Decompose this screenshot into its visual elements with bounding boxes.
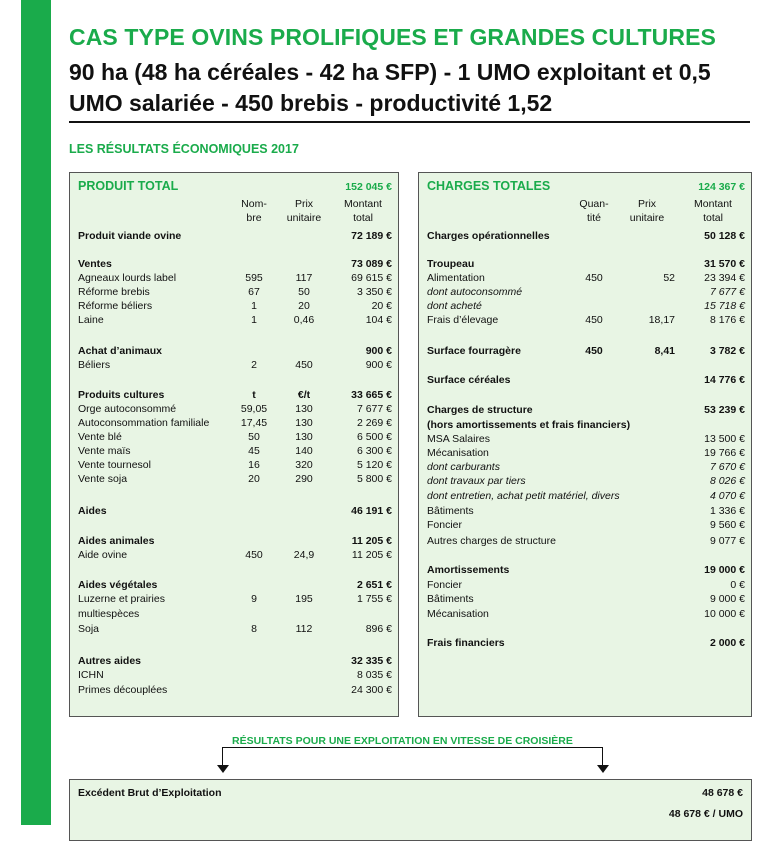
col-quantite-header: Quan- tité xyxy=(579,198,609,224)
row-montant: 900 € xyxy=(365,345,392,357)
green-sidebar-bar xyxy=(21,0,51,825)
table-row xyxy=(70,654,398,668)
table-row xyxy=(70,402,398,416)
results-banner: RÉSULTATS POUR UNE EXPLOITATION EN VITESSE DE CROISIÈRE xyxy=(232,735,573,747)
row-prix: 140 xyxy=(295,445,313,457)
row-montant: 9 000 € xyxy=(709,593,745,605)
row-label: Foncier xyxy=(427,579,463,591)
row-montant: 3 782 € xyxy=(709,345,745,357)
row-label: Ventes xyxy=(78,258,112,270)
row-montant: 24 300 € xyxy=(351,684,392,696)
charges-total-title: CHARGES TOTALES xyxy=(427,179,551,193)
section-title: LES RÉSULTATS ÉCONOMIQUES 2017 xyxy=(69,142,299,156)
row-label: Vente soja xyxy=(78,473,128,485)
row-label: Vente maïs xyxy=(78,445,131,457)
table-row xyxy=(70,472,398,486)
table-row xyxy=(419,229,751,243)
table-row xyxy=(419,518,751,532)
row-quantite: 450 xyxy=(585,314,603,326)
row-nombre: 67 xyxy=(248,286,260,298)
row-label: Achat d’animaux xyxy=(78,345,163,357)
table-row xyxy=(70,444,398,458)
row-montant: 19 000 € xyxy=(704,564,745,576)
table-row xyxy=(419,636,751,650)
table-row xyxy=(70,229,398,243)
row-montant: 46 191 € xyxy=(351,505,392,517)
table-row xyxy=(419,403,751,417)
table-row xyxy=(70,534,398,548)
col-montant-header: Montant total xyxy=(694,198,732,224)
row-label: Surface céréales xyxy=(427,374,511,386)
row-montant: 8 176 € xyxy=(709,314,745,326)
table-row xyxy=(70,668,398,682)
row-prix: 130 xyxy=(295,431,313,443)
row-label: Aides végétales xyxy=(78,579,158,591)
row-nombre: 9 xyxy=(251,593,257,605)
row-prix: 0,46 xyxy=(293,314,315,326)
row-prix: €/t xyxy=(297,389,311,401)
row-prix: 112 xyxy=(295,623,313,635)
row-montant: 8 035 € xyxy=(356,669,392,681)
row-label: Aides animales xyxy=(78,535,155,547)
row-montant: 1 755 € xyxy=(356,593,392,605)
row-quantite: 450 xyxy=(585,345,603,357)
row-montant: 72 189 € xyxy=(351,230,392,242)
table-row xyxy=(70,607,398,621)
row-prix: 20 xyxy=(298,300,310,312)
table-row xyxy=(419,257,751,271)
row-label: Alimentation xyxy=(427,272,485,284)
row-nombre: 50 xyxy=(248,431,260,443)
row-label: multiespèces xyxy=(78,608,140,620)
row-label: MSA Salaires xyxy=(427,433,491,445)
row-montant: 33 665 € xyxy=(351,389,392,401)
table-row xyxy=(70,458,398,472)
table-row xyxy=(70,285,398,299)
row-label: dont acheté xyxy=(427,300,482,312)
row-montant: 6 500 € xyxy=(356,431,392,443)
table-row xyxy=(70,504,398,518)
row-label: Charges opérationnelles xyxy=(427,230,550,242)
col-prix-header: Prix unitaire xyxy=(629,198,665,224)
row-nombre: 16 xyxy=(248,459,260,471)
row-label: Aide ovine xyxy=(78,549,128,561)
table-row xyxy=(419,313,751,327)
col-nombre-header: Nom- bre xyxy=(241,198,267,224)
row-montant: 53 239 € xyxy=(704,404,745,416)
row-nombre: 2 xyxy=(251,359,257,371)
row-label: Bâtiments xyxy=(427,593,474,605)
table-row xyxy=(419,534,751,548)
row-label: Mécanisation xyxy=(427,447,489,459)
table-row xyxy=(419,578,751,592)
row-label: Mécanisation xyxy=(427,608,489,620)
row-montant: 900 € xyxy=(365,359,392,371)
table-row xyxy=(419,607,751,621)
charges-totales-panel xyxy=(418,172,752,717)
row-montant: 10 000 € xyxy=(704,608,745,620)
table-row xyxy=(419,418,751,432)
title-divider xyxy=(69,121,750,123)
table-row xyxy=(419,592,751,606)
row-label: Produit viande ovine xyxy=(78,230,182,242)
row-label: Amortissements xyxy=(427,564,510,576)
row-label: Foncier xyxy=(427,519,463,531)
row-nombre: 1 xyxy=(251,300,257,312)
row-label: Vente blé xyxy=(78,431,122,443)
row-label: dont autoconsommé xyxy=(427,286,523,298)
row-nombre: 59,05 xyxy=(240,403,268,415)
table-row xyxy=(419,432,751,446)
row-prix: 18,17 xyxy=(648,314,675,326)
arrow-down-icon xyxy=(597,765,609,773)
table-row xyxy=(419,474,751,488)
row-nombre: 20 xyxy=(248,473,260,485)
table-row xyxy=(70,430,398,444)
row-label: ICHN xyxy=(78,669,104,681)
row-label: Charges de structure xyxy=(427,404,533,416)
row-label: Frais financiers xyxy=(427,637,505,649)
row-label: Autres charges de structure xyxy=(427,535,556,547)
row-montant: 14 776 € xyxy=(704,374,745,386)
row-montant: 13 500 € xyxy=(704,433,745,445)
row-montant: 19 766 € xyxy=(704,447,745,459)
row-label: Luzerne et prairies xyxy=(78,593,165,605)
table-row xyxy=(419,460,751,474)
table-row xyxy=(419,299,751,313)
row-label: Réforme béliers xyxy=(78,300,153,312)
row-nombre: 17,45 xyxy=(240,417,268,429)
row-nombre: 1 xyxy=(251,314,257,326)
row-nombre: 45 xyxy=(248,445,260,457)
row-label: Frais d’élevage xyxy=(427,314,499,326)
table-row xyxy=(419,504,751,518)
table-row xyxy=(419,285,751,299)
row-montant: 5 120 € xyxy=(356,459,392,471)
ebe-box xyxy=(69,779,752,841)
row-prix: 320 xyxy=(295,459,313,471)
row-label: Troupeau xyxy=(427,258,475,270)
row-nombre: 8 xyxy=(251,623,257,635)
table-row xyxy=(70,358,398,372)
row-nombre: t xyxy=(252,389,256,401)
row-montant: 9 560 € xyxy=(709,519,745,531)
row-prix: 130 xyxy=(295,403,313,415)
row-label: Vente tournesol xyxy=(78,459,151,471)
ebe-label: Excédent Brut d’Exploitation xyxy=(78,787,222,799)
row-prix: 195 xyxy=(295,593,313,605)
row-prix: 24,9 xyxy=(293,549,315,561)
row-montant: 7 677 € xyxy=(709,286,745,298)
page-title: CAS TYPE OVINS PROLIFIQUES ET GRANDES CULTURES xyxy=(69,24,716,50)
row-label: (hors amortissements et frais financiers) xyxy=(427,419,631,431)
row-montant: 11 205 € xyxy=(351,549,392,561)
table-row xyxy=(70,299,398,313)
row-montant: 5 800 € xyxy=(356,473,392,485)
row-prix: 117 xyxy=(295,272,313,284)
row-label: dont entretien, achat petit matériel, divers xyxy=(427,490,620,502)
row-montant: 8 026 € xyxy=(709,475,745,487)
table-row xyxy=(70,622,398,636)
row-montant: 9 077 € xyxy=(709,535,745,547)
row-montant: 69 615 € xyxy=(351,272,392,284)
bracket-line xyxy=(222,747,603,748)
row-montant: 104 € xyxy=(365,314,392,326)
row-montant: 6 300 € xyxy=(356,445,392,457)
row-label: Autres aides xyxy=(78,655,142,667)
row-label: Soja xyxy=(78,623,100,635)
row-prix: 130 xyxy=(295,417,313,429)
row-montant: 2 000 € xyxy=(709,637,745,649)
row-montant: 23 394 € xyxy=(704,272,745,284)
row-prix: 8,41 xyxy=(654,345,675,357)
row-montant: 896 € xyxy=(365,623,392,635)
row-label: Bâtiments xyxy=(427,505,474,517)
row-montant: 32 335 € xyxy=(351,655,392,667)
table-row xyxy=(70,592,398,606)
row-label: Laine xyxy=(78,314,104,326)
table-row xyxy=(70,313,398,327)
row-prix: 290 xyxy=(295,473,313,485)
table-row xyxy=(70,548,398,562)
arrow-down-icon xyxy=(217,765,229,773)
row-montant: 15 718 € xyxy=(704,300,745,312)
table-row xyxy=(419,344,751,358)
row-label: Béliers xyxy=(78,359,111,371)
table-row xyxy=(70,271,398,285)
row-label: Produits cultures xyxy=(78,389,165,401)
row-label: Primes découplées xyxy=(78,684,168,696)
table-row xyxy=(419,373,751,387)
table-row xyxy=(70,578,398,592)
row-montant: 3 350 € xyxy=(356,286,392,298)
row-prix: 52 xyxy=(663,272,675,284)
table-row xyxy=(419,446,751,460)
table-row xyxy=(419,489,751,503)
row-label: Aides xyxy=(78,505,107,517)
row-montant: 7 670 € xyxy=(709,461,745,473)
produit-total-value: 152 045 € xyxy=(345,181,392,193)
ebe-value: 48 678 € xyxy=(702,787,743,799)
row-quantite: 450 xyxy=(585,272,603,284)
table-row xyxy=(70,257,398,271)
row-nombre: 450 xyxy=(245,549,263,561)
row-montant: 2 651 € xyxy=(356,579,392,591)
produit-total-panel xyxy=(69,172,399,717)
page-subtitle: 90 ha (48 ha céréales - 42 ha SFP) - 1 UMO exploitant et 0,5 UMO salariée - 450 brebis - productivité 1,52 xyxy=(69,59,711,116)
row-label: Surface fourragère xyxy=(427,345,521,357)
table-row xyxy=(419,563,751,577)
row-label: Réforme brebis xyxy=(78,286,150,298)
row-montant: 31 570 € xyxy=(704,258,745,270)
row-montant: 73 089 € xyxy=(351,258,392,270)
table-row xyxy=(70,388,398,402)
row-montant: 2 269 € xyxy=(356,417,392,429)
row-label: Agneaux lourds label xyxy=(78,272,177,284)
row-label: dont travaux par tiers xyxy=(427,475,526,487)
row-label: Orge autoconsommé xyxy=(78,403,177,415)
col-montant-header: Montant total xyxy=(344,198,382,224)
table-row xyxy=(419,271,751,285)
row-prix: 450 xyxy=(295,359,313,371)
row-nombre: 595 xyxy=(245,272,263,284)
table-row xyxy=(70,344,398,358)
produit-total-title: PRODUIT TOTAL xyxy=(78,179,179,193)
row-montant: 11 205 € xyxy=(351,535,392,547)
row-montant: 20 € xyxy=(371,300,392,312)
ebe-per-umo: 48 678 € / UMO xyxy=(668,808,743,820)
bracket-left-line xyxy=(222,747,223,767)
bracket-right-line xyxy=(602,747,603,767)
row-prix: 50 xyxy=(298,286,310,298)
row-label: Autoconsommation familiale xyxy=(78,417,210,429)
row-montant: 1 336 € xyxy=(709,505,745,517)
row-montant: 0 € xyxy=(730,579,745,591)
table-row xyxy=(70,416,398,430)
table-row xyxy=(70,683,398,697)
row-label: dont carburants xyxy=(427,461,500,473)
row-montant: 4 070 € xyxy=(709,490,745,502)
col-prix-header: Prix unitaire xyxy=(286,198,322,224)
row-montant: 7 677 € xyxy=(356,403,392,415)
charges-total-value: 124 367 € xyxy=(698,181,745,193)
row-montant: 50 128 € xyxy=(704,230,745,242)
